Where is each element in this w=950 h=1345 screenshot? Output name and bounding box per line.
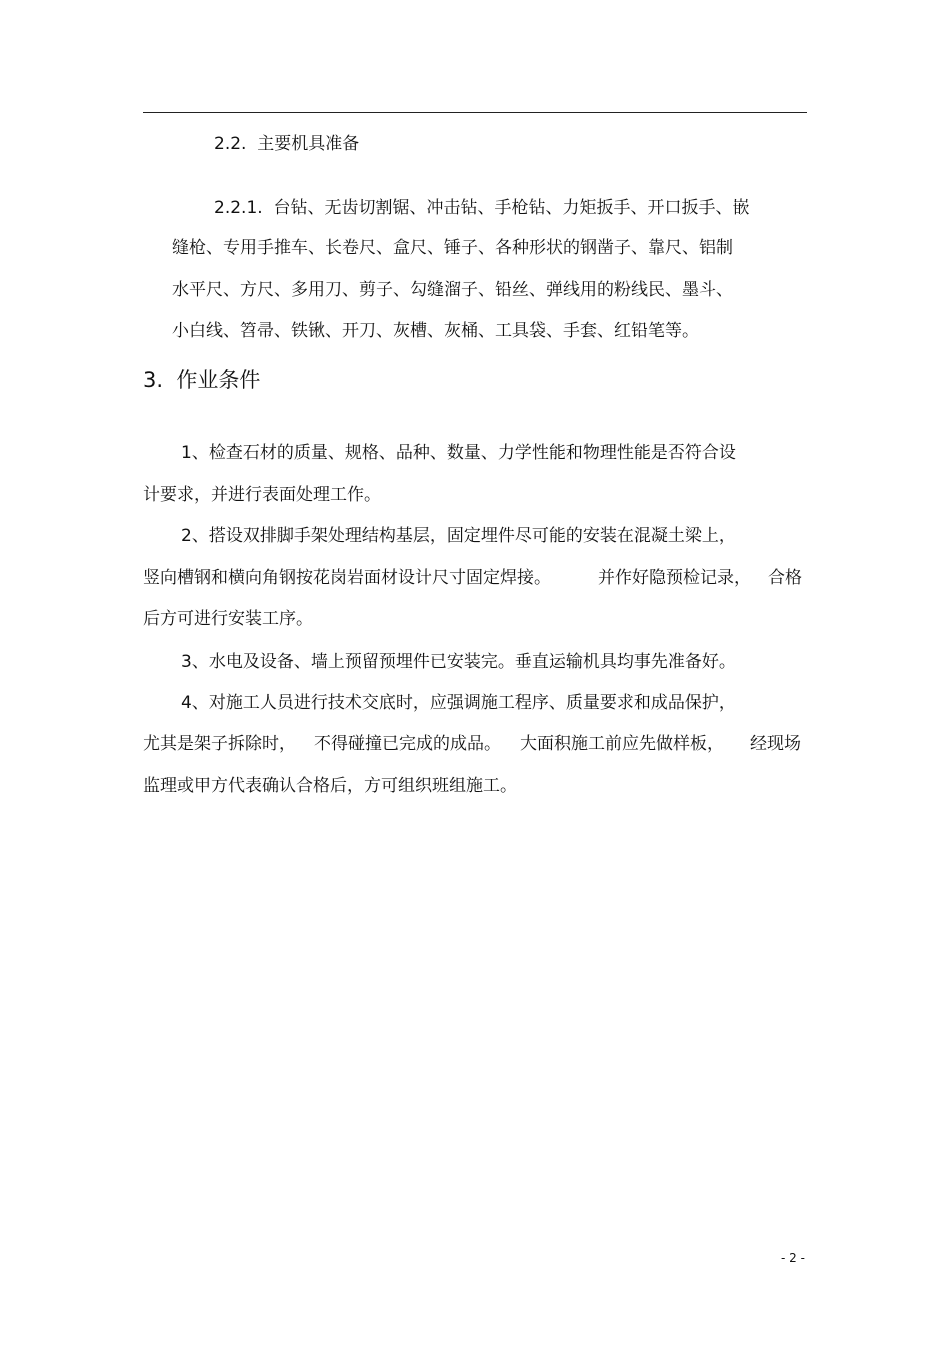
- item4-line-3: 监理或甲方代表确认合格后，方可组织班组施工。: [143, 776, 517, 796]
- item1-line-1: 1、检查石材的质量、规格、品种、数量、力学性能和物理性能是否符合设: [181, 443, 736, 463]
- header-rule: [143, 112, 807, 113]
- page-number: - 2 -: [781, 1251, 805, 1265]
- item1-line-2: 计要求，并进行表面处理工作。: [143, 485, 381, 505]
- item4-line-2a: 尤其是架子拆除时，: [143, 734, 296, 754]
- section-2-2-1-line-1: 2.2.1. 台钻、无齿切割锯、冲击钻、手枪钻、力矩扳手、开口扳手、嵌: [214, 198, 750, 218]
- item3-line-1: 3、水电及设备、墙上预留预埋件已安装完。垂直运输机具均事先准备好。: [181, 652, 736, 672]
- item4-line-2b: 不得碰撞已完成的成品。: [314, 734, 501, 754]
- section-2-2-1-line-2: 缝枪、专用手推车、长卷尺、盒尺、锤子、各种形状的钢凿子、靠尺、铝制: [172, 238, 733, 258]
- item2-line-1: 2、搭设双排脚手架处理结构基层，固定埋件尽可能的安装在混凝土梁上，: [181, 526, 736, 546]
- item4-line-2c: 大面积施工前应先做样板，: [520, 734, 724, 754]
- item2-line-2a: 竖向槽钢和横向角钢按花岗岩面材设计尺寸固定焊接。: [143, 568, 551, 588]
- section-3-heading: 3. 作业条件: [143, 368, 261, 392]
- item4-line-1: 4、对施工人员进行技术交底时，应强调施工程序、质量要求和成品保护，: [181, 693, 736, 713]
- section-2-2-1-line-4: 小白线、笤帚、铁锹、开刀、灰槽、灰桶、工具袋、手套、红铅笔等。: [172, 321, 699, 341]
- section-2-2-title: 2.2. 主要机具准备: [214, 134, 360, 154]
- item4-line-2d: 经现场: [750, 734, 801, 754]
- section-2-2-1-line-3: 水平尺、方尺、多用刀、剪子、勾缝溜子、铅丝、弹线用的粉线民、墨斗、: [172, 280, 733, 300]
- item2-line-2b: 并作好隐预检记录，: [598, 568, 751, 588]
- item2-line-3: 后方可进行安装工序。: [143, 609, 313, 629]
- item2-line-2c: 合格: [768, 568, 802, 588]
